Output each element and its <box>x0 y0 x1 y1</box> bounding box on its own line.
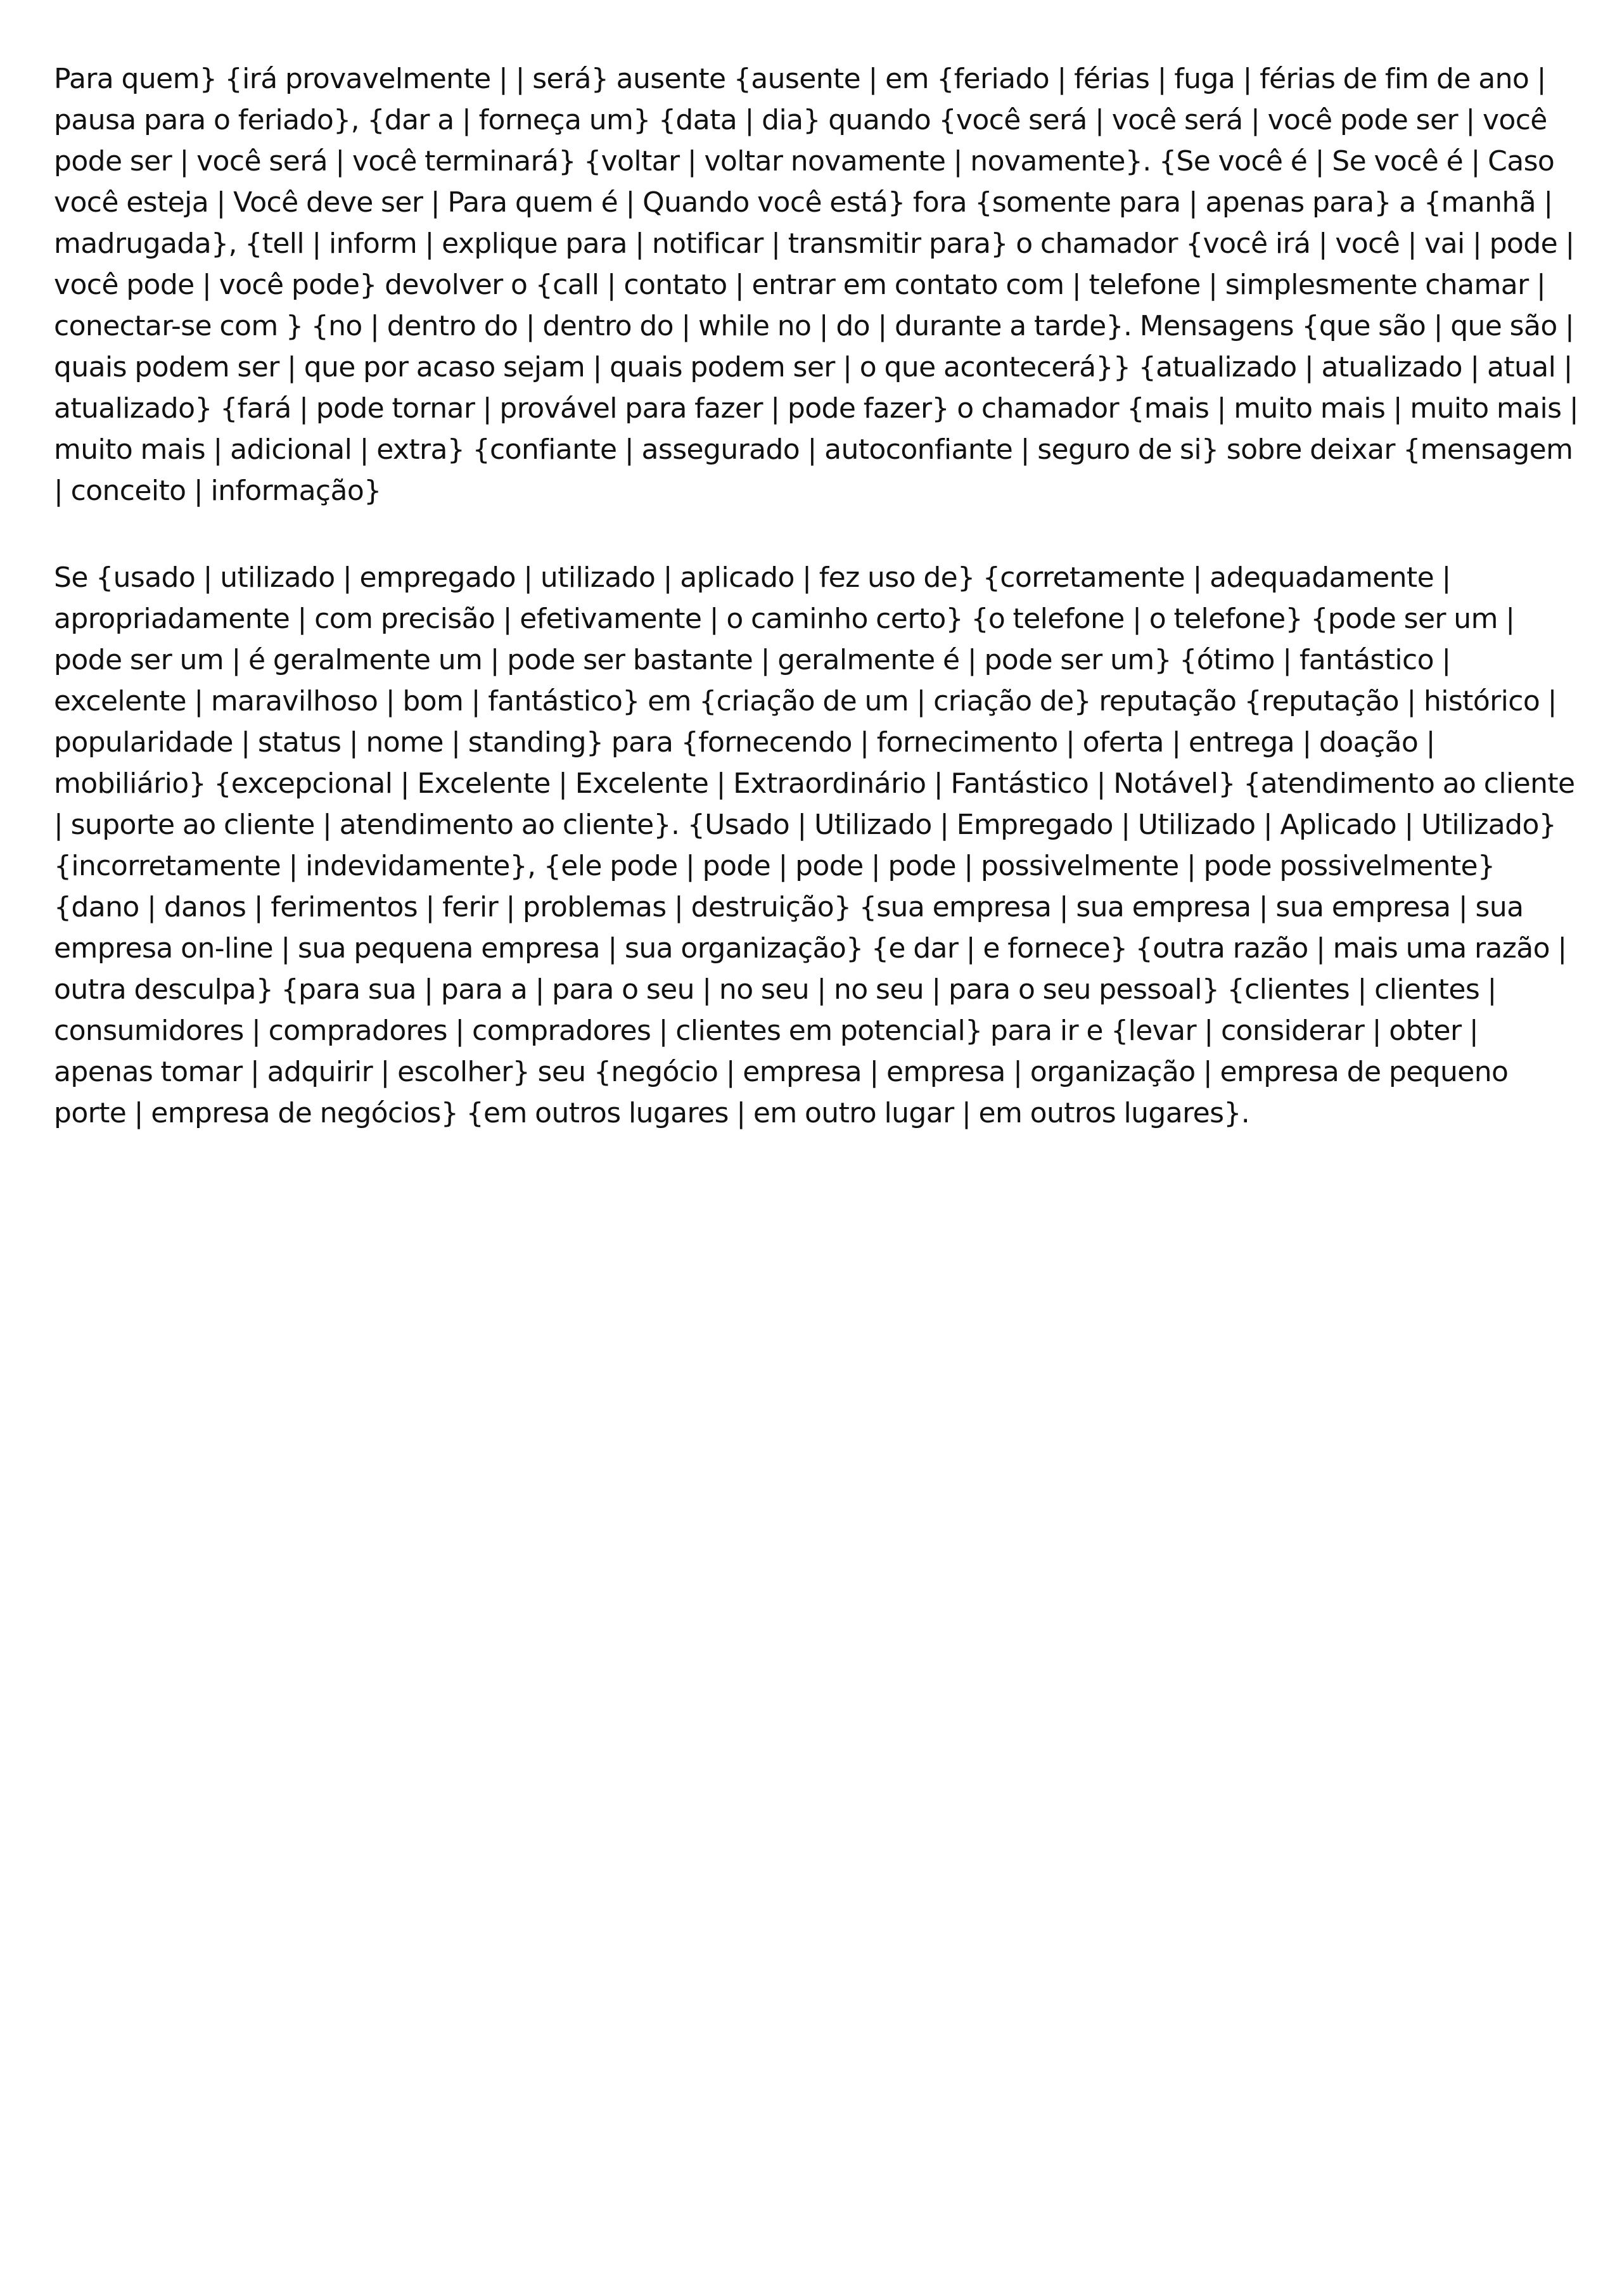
document-body <box>54 58 1581 1179</box>
paragraph-1: Para quem} {irá provavelmente | | será} ausente {ausente | em {feriado | férias | fuga | férias de fim de ano | pausa para o feriado}, {dar a | forneça um} {data | dia} quando {você será | você será | você pode ser | você pode ser | você será | você terminará} {voltar | voltar novamente | novamente}. {Se você é | Se você é | Caso você esteja | Você deve ser | Para quem é | Quando você está} fora {somente para | apenas para} a {manhã | madrugada}, {tell | inform | explique para | notificar | transmitir para} o chamador {você irá | você | vai | pode | você pode | você pode} devolver o {call | contato | entrar em contato com | telefone | simplesmente chamar | conectar-se com } {no | dentro do | dentro do | while no | do | durante a tarde}. Mensagens {que são | que são | quais podem ser | que por acaso sejam | quais podem ser | o que acontecerá}} {atualizado | atualizado | atual | atualizado} {fará | pode tornar | provável para fazer | pode fazer} o chamador {mais | muito mais | muito mais | muito mais | adicional | extra} {confiante | assegurado | autoconfiante | seguro de si} sobre deixar {mensagem | conceito | informação} <box>54 63 1579 507</box>
paragraph-2: Se {usado | utilizado | empregado | utilizado | aplicado | fez uso de} {corretamente | adequadamente | apropriadamente | com precisão | efetivamente | o caminho certo} {o telefone | o telefone} {pode ser um | pode ser um | é geralmente um | pode ser bastante | geralmente é | pode ser um} {ótimo | fantástico | excelente | maravilhoso | bom | fantástico} em {criação de um | criação de} reputação {reputação | histórico | popularidade | status | nome | standing} para {fornecendo | fornecimento | oferta | entrega | doação | mobiliário} {excepcional | Excelente | Excelente | Extraordinário | Fantástico | Notável} {atendimento ao cliente | suporte ao cliente | atendimento ao cliente}. {Usado | Utilizado | Empregado | Utilizado | Aplicado | Utilizado} {incorretamente | indevidamente}, {ele pode | pode | pode | pode | possivelmente | pode possivelmente} {dano | danos | ferimentos | ferir | problemas | destruição} {sua empresa | sua empresa | sua empresa | sua empresa on-line | sua pequena empresa | sua organização} {e dar | e fornece} {outra razão | mais uma razão | outra desculpa} {para sua | para a | para o seu | no seu | no seu | para o seu pessoal} {clientes | clientes | consumidores | compradores | compradores | clientes em potencial} para ir e {levar | considerar | obter | apenas tomar | adquirir | escolher} seu {negócio | empresa | empresa | organização | empresa de pequeno porte | empresa de negócios} {em outros lugares | em outro lugar | em outros lugares}. <box>54 561 1575 1129</box>
